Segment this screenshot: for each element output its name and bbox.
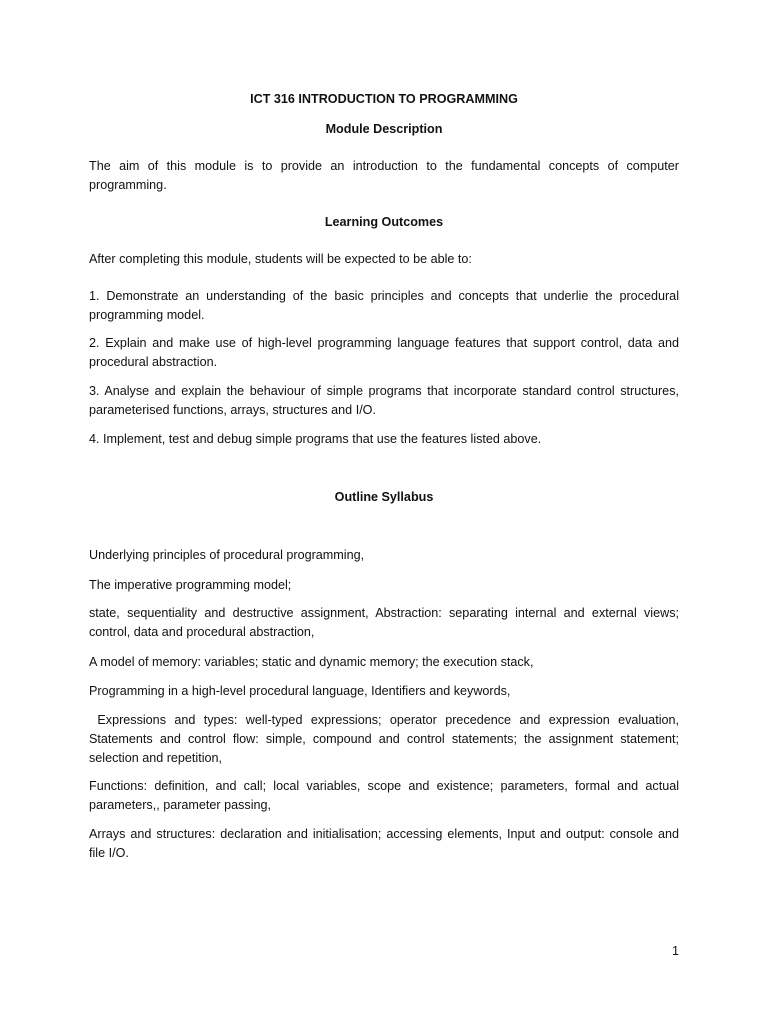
learning-outcome-item: 2. Explain and make use of high-level programming language features that support control, data and procedural abstraction.	[89, 336, 679, 369]
learning-outcomes-intro: After completing this module, students will be expected to be able to:	[89, 252, 472, 266]
syllabus-item: Arrays and structures: declaration and initialisation; accessing elements, Input and output: console and file I/O.	[89, 827, 679, 860]
outline-syllabus-heading: Outline Syllabus	[334, 490, 434, 504]
syllabus-item: The imperative programming model;	[89, 578, 292, 592]
learning-outcome-item: 3. Analyse and explain the behaviour of simple programs that incorporate standard control structures, parameterised functions, arrays, structures and I/O.	[89, 384, 679, 417]
syllabus-item: Expressions and types: well-typed expressions; operator precedence and expression evaluation, Statements and control flow: simple, compound and control statements; the assignment statement; selection and repetition,	[89, 713, 683, 765]
syllabus-item: Functions: definition, and call; local variables, scope and existence; parameters, formal and actual parameters,, parameter passing,	[89, 779, 679, 812]
module-description-heading: Module Description	[325, 122, 443, 136]
syllabus-item: Underlying principles of procedural programming,	[89, 548, 365, 562]
page-number: 1	[671, 944, 679, 958]
learning-outcomes-heading: Learning Outcomes	[324, 215, 444, 229]
learning-outcome-item: 1. Demonstrate an understanding of the basic principles and concepts that underlie the procedural programming model.	[89, 289, 679, 322]
learning-outcome-item: 4. Implement, test and debug simple programs that use the features listed above.	[89, 432, 542, 446]
syllabus-item: A model of memory: variables; static and dynamic memory; the execution stack,	[89, 655, 534, 669]
page-title: ICT 316 INTRODUCTION TO PROGRAMMING	[250, 92, 518, 106]
syllabus-item: state, sequentiality and destructive assignment, Abstraction: separating internal and external views; control, data and procedural abstraction,	[89, 606, 679, 639]
syllabus-item: Programming in a high-level procedural language, Identifiers and keywords,	[89, 684, 511, 698]
module-description-text: The aim of this module is to provide an introduction to the fundamental concepts of computer programming.	[89, 159, 679, 192]
